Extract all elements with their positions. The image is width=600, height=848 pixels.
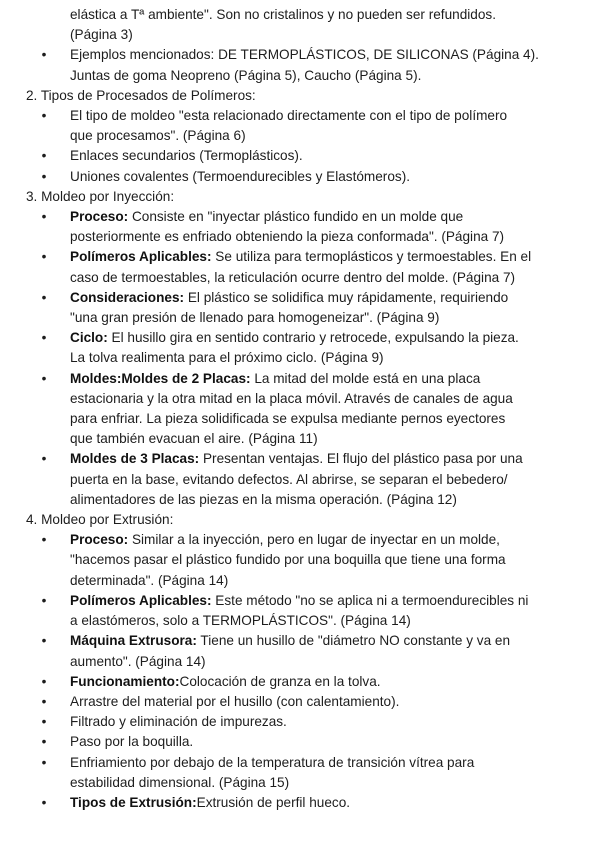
document-body [0, 5, 600, 813]
list-item: • Filtrado y eliminación de impurezas. [0, 712, 600, 732]
bullet-icon: • [41, 451, 47, 467]
bullet-icon: • [41, 673, 47, 689]
list-item: • Proceso: Consiste en "inyectar plástico fundido en un molde que posteriormente es enfriado obteniendo la pieza conformada". (Página 7) [0, 207, 600, 247]
section-heading: 2. Tipos de Procesados de Polímeros: [26, 87, 256, 103]
list-item: • Tipos de Extrusión:Extrusión de perfil hueco. [0, 793, 600, 813]
list-item: • Moldes de 3 Placas: Presentan ventajas. El flujo del plástico pasa por una puerta en la base, evitando defectos. Al abrirse, se separan el bebedero/ alimentadores de las piezas en la misma operación. (Página 12) [0, 449, 600, 510]
list-item: • Arrastre del material por el husillo (con calentamiento). [0, 692, 600, 712]
section-heading: 3. Moldeo por Inyección: [26, 188, 175, 204]
bullet-icon: • [41, 148, 47, 164]
bullet-icon: • [41, 47, 47, 63]
section-heading: 4. Moldeo por Extrusión: [26, 512, 174, 528]
bullet-icon: • [41, 289, 47, 305]
item-label: Funcionamiento: [70, 673, 180, 689]
bullet-icon: • [41, 249, 47, 265]
list-item: • El tipo de moldeo "esta relacionado directamente con el tipo de polímero que procesamos". (Página 6) [0, 106, 600, 146]
item-label: Polímeros Aplicables: [70, 249, 212, 265]
list-item: • Ciclo: El husillo gira en sentido contrario y retrocede, expulsando la pieza. La tolva realimenta para el próximo ciclo. (Página 9) [0, 328, 600, 368]
list-item: • Paso por la boquilla. [0, 732, 600, 752]
bullet-icon: • [41, 693, 47, 709]
list-item: • Ejemplos mencionados: DE TERMOPLÁSTICOS, DE SILICONAS (Página 4). Juntas de goma Neopreno (Página 5), Caucho (Página 5). [0, 45, 600, 85]
list-item: • Funcionamiento:Colocación de granza en la tolva. [0, 672, 600, 692]
list-item: • Máquina Extrusora: Tiene un husillo de "diámetro NO constante y va en aumento". (Página 14) [0, 631, 600, 671]
bullet-icon: • [41, 754, 47, 770]
item-label: Moldes de 3 Placas: [70, 451, 200, 467]
bullet-icon: • [41, 168, 47, 184]
item-label: Tipos de Extrusión: [70, 794, 197, 810]
bullet-icon: • [41, 209, 47, 225]
bullet-icon: • [41, 532, 47, 548]
list-item: • Uniones covalentes (Termoendurecibles y Elastómeros). [0, 167, 600, 187]
text-line: elástica a Tª ambiente". Son no cristalinos y no pueden ser refundidos. [70, 7, 496, 22]
bullet-icon: • [41, 330, 47, 346]
bullet-icon: • [41, 734, 47, 750]
list-item: • Enlaces secundarios (Termoplásticos). [0, 146, 600, 166]
list-item: • Moldes:Moldes de 2 Placas: La mitad del molde está en una placa estacionaria y la otra mitad en la placa móvil. Através de canales de agua para enfriar. La pieza solidificada se expulsa mediante pernos eyectores que también evacuan el aire. (Página 11) [0, 369, 600, 450]
bullet-icon: • [41, 794, 47, 810]
bullet-icon: • [41, 370, 47, 386]
list-item: • Consideraciones: El plástico se solidifica muy rápidamente, requiriendo "una gran presión de llenado para homogeneizar". (Página 9) [0, 288, 600, 328]
bullet-icon: • [41, 633, 47, 649]
item-label: Máquina Extrusora: [70, 633, 197, 649]
item-label: Polímeros Aplicables: [70, 592, 212, 608]
bullet-icon: • [41, 108, 47, 124]
item-label: Moldes:Moldes de 2 Placas: [70, 370, 251, 386]
list-item: • Proceso: Similar a la inyección, pero en lugar de inyectar en un molde, "hacemos pasar el plástico fundido por una boquilla que tiene una forma determinada". (Página 14) [0, 530, 600, 591]
item-label: Consideraciones: [70, 289, 185, 305]
item-label: Proceso: [70, 209, 129, 225]
list-item: • Enfriamiento por debajo de la temperatura de transición vítrea para estabilidad dimensional. (Página 15) [0, 753, 600, 793]
bullet-icon: • [41, 592, 47, 608]
item-label: Proceso: [70, 532, 129, 548]
list-item: • Polímeros Aplicables: Se utiliza para termoplásticos y termoestables. En el caso de termoestables, la reticulación ocurre dentro del molde. (Página 7) [0, 247, 600, 287]
list-item: • Polímeros Aplicables: Este método "no se aplica ni a termoendurecibles ni a elastómeros, solo a TERMOPLÁSTICOS". (Página 14) [0, 591, 600, 631]
bullet-icon: • [41, 714, 47, 730]
item-label: Ciclo: [70, 330, 108, 346]
text-line: (Página 3) [70, 27, 133, 43]
